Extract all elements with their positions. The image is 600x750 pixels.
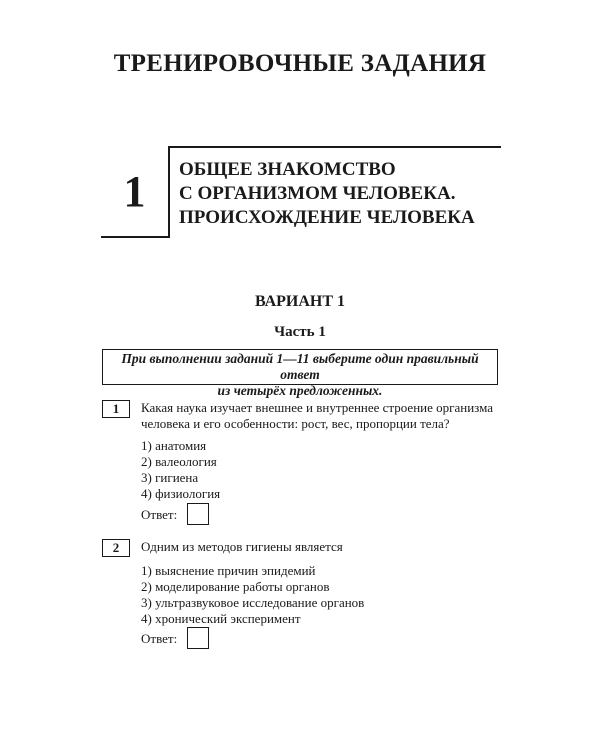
option-item[interactable]: 1) выяснение причин эпидемий [141,563,316,578]
option-item[interactable]: 4) физиология [141,486,221,501]
option-item[interactable]: 1) анатомия [141,438,207,453]
option-item[interactable]: 3) ультразвуковое исследование органов [141,595,365,610]
chapter-title [179,158,501,230]
chapter-title-line: ПРОИСХОЖДЕНИЕ ЧЕЛОВЕКА [179,207,475,228]
chapter-divider-vertical [168,146,170,238]
task-options [141,438,501,502]
option-item[interactable]: 3) гигиена [141,470,199,485]
instruction-box [102,349,498,398]
answer-label: Ответ: [141,631,178,646]
task-question: Какая наука изучает внешнее и внутреннее строение организма человека и его особенности: рост, вес, пропорции тела? [141,400,494,431]
chapter-divider-bottom [101,236,170,238]
task-number: 1 [102,400,130,418]
option-item[interactable]: 2) моделирование работы органов [141,579,330,594]
task-options [141,563,501,627]
instruction-line: из четырёх предложенных. [217,383,383,398]
answer-input-box[interactable] [187,503,209,525]
part-title: Часть 1 [274,324,326,340]
variant-title: ВАРИАНТ 1 [254,293,346,310]
chapter-number: 1 [123,167,146,216]
option-item[interactable]: 2) валеология [141,454,217,469]
instruction-line: При выполнении заданий 1—11 выберите один правильный ответ [121,351,479,382]
answer-label: Ответ: [141,507,178,522]
answer-input-box[interactable] [187,627,209,649]
chapter-divider-top [168,146,501,148]
task-question: Одним из методов гигиены является [141,539,343,554]
page-title: ТРЕНИРОВОЧНЫЕ ЗАДАНИЯ [113,50,487,77]
option-item[interactable]: 4) хронический эксперимент [141,611,301,626]
chapter-header [101,146,501,238]
chapter-title-line: С ОРГАНИЗМОМ ЧЕЛОВЕКА. [179,183,456,204]
chapter-title-line: ОБЩЕЕ ЗНАКОМСТВО [179,159,396,180]
task-number: 2 [102,539,130,557]
